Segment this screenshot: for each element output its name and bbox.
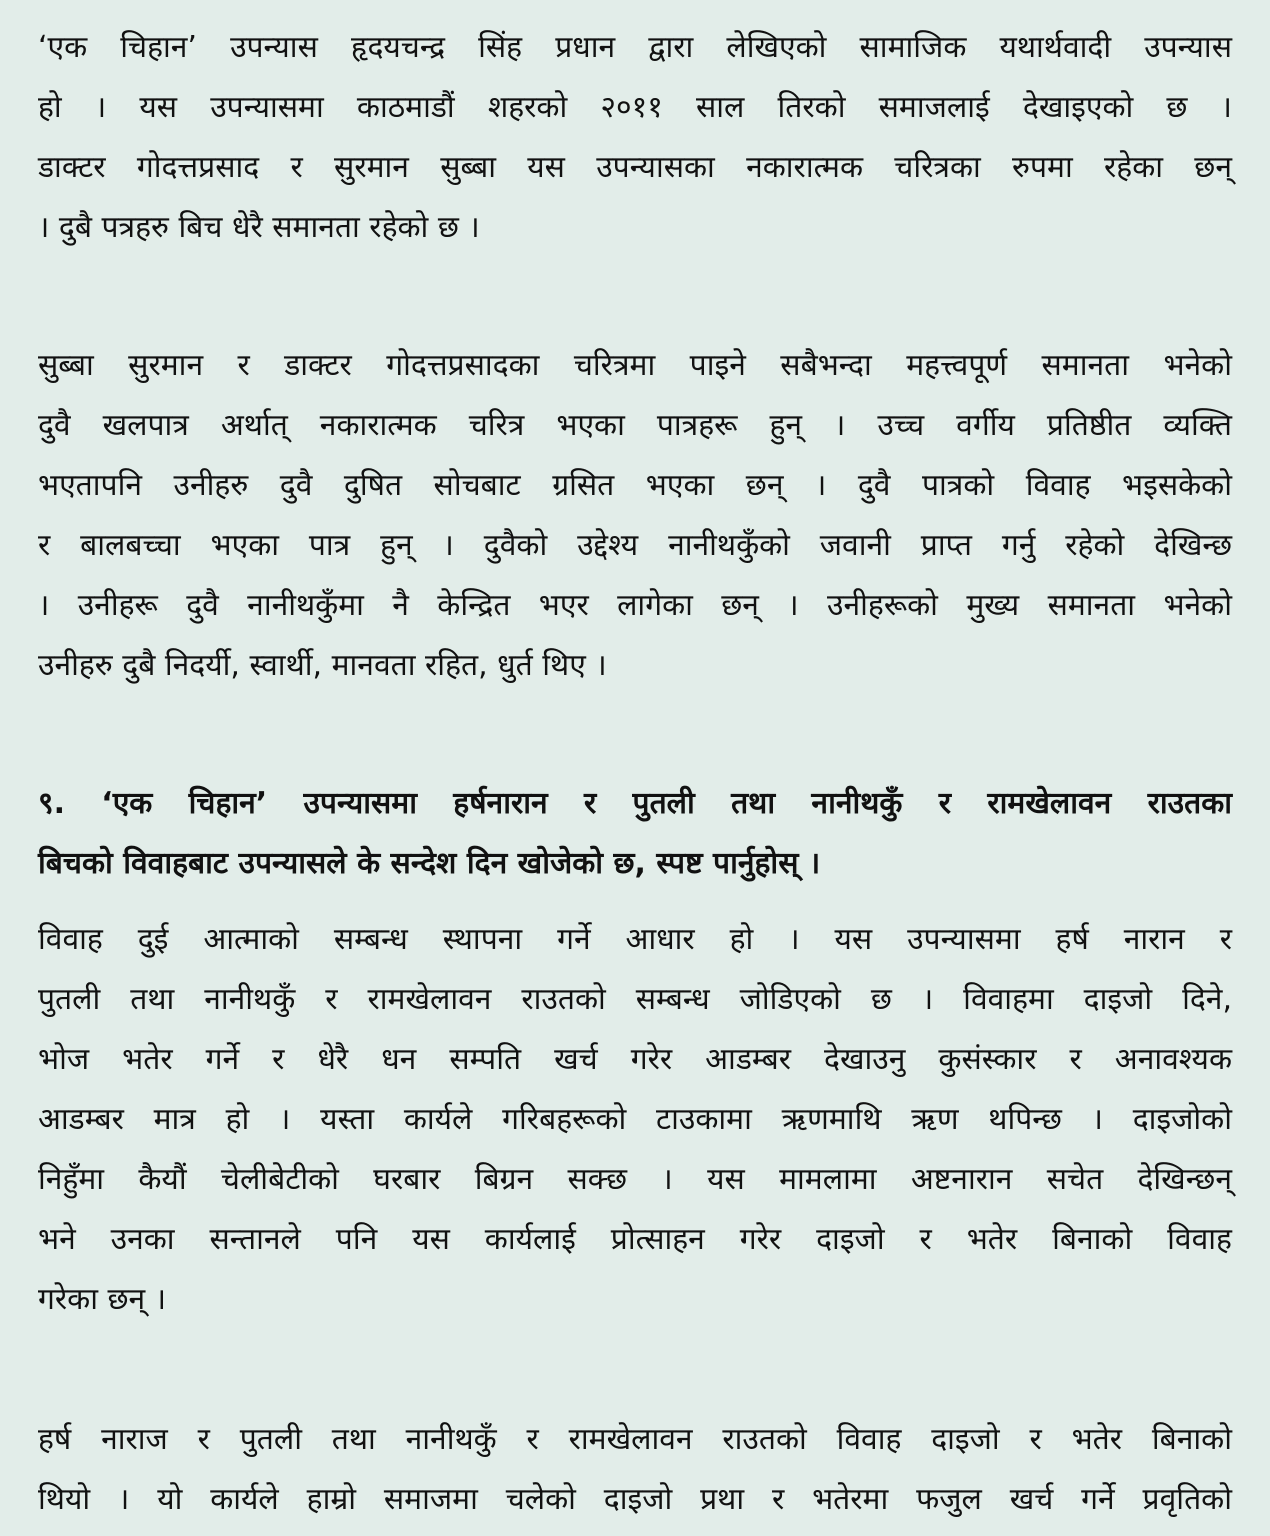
text-line: ‘एक चिहान’ उपन्यास हृदयचन्द्र सिंह प्रधान द्वारा लेखिएको सामाजिक यथार्थवादी उपन्यास [38, 30, 1232, 65]
text-line: । उनीहरू दुवै नानीथकुँमा नै केन्द्रित भएर लागेका छन् । उनीहरूको मुख्य समानता भनेको [38, 588, 1232, 623]
text-line: भने उनका सन्तानले पनि यस कार्यलाई प्रोत्साहन गरेर दाइजो र भतेर बिनाको विवाह [38, 1222, 1232, 1257]
text-line: सुब्बा सुरमान र डाक्टर गोदत्तप्रसादका चरित्रमा पाइने सबैभन्दा महत्त्वपूर्ण समानता भनेको [38, 348, 1232, 383]
text-line: आडम्बर मात्र हो । यस्ता कार्यले गरिबहरूको टाउकामा ऋणमाथि ऋण थपिन्छ । दाइजोको [38, 1102, 1232, 1137]
text-line: गरेका छन् । [38, 1282, 167, 1317]
text-line: पुतली तथा नानीथकुँ र रामखेलावन राउतको सम्बन्ध जोडिएको छ । विवाहमा दाइजो दिने, [38, 982, 1232, 1017]
text-line: दुवै खलपात्र अर्थात् नकारात्मक चरित्र भएका पात्रहरू हुन् । उच्च वर्गीय प्रतिष्ठीत व्यक्ति [38, 408, 1232, 443]
text-line: हर्ष नाराज र पुतली तथा नानीथकुँ र रामखेलावन राउतको विवाह दाइजो र भतेर बिनाको [38, 1422, 1232, 1457]
text-line: । दुबै पत्रहरु बिच धेरै समानता रहेको छ । [38, 210, 480, 245]
text-line: थियो । यो कार्यले हाम्रो समाजमा चलेको दाइजो प्रथा र भतेरमा फजुल खर्च गर्ने प्रवृतिको [38, 1482, 1232, 1517]
text-line: हो । यस उपन्यासमा काठमाडौं शहरको २०११ साल तिरको समाजलाई देखाइएको छ । [38, 90, 1232, 125]
text-line: उनीहरु दुबै निदर्यी, स्वार्थी, मानवता रहित, धुर्त थिए । [38, 648, 607, 683]
text-line: भोज भतेर गर्ने र धेरै धन सम्पति खर्च गरेर आडम्बर देखाउनु कुसंस्कार र अनावश्यक [38, 1042, 1232, 1077]
text-line: विवाह दुई आत्माको सम्बन्ध स्थापना गर्ने आधार हो । यस उपन्यासमा हर्ष नारान र [38, 922, 1232, 957]
text-line: निहुँमा कैयौं चेलीबेटीको घरबार बिग्रन सक्छ । यस मामलामा अष्टनारान सचेत देखिन्छन् [38, 1162, 1232, 1197]
text-line: र बालबच्चा भएका पात्र हुन् । दुवैको उद्देश्य नानीथकुँको जवानी प्राप्त गर्नु रहेको देखिन्छ [38, 528, 1232, 563]
heading-line: बिचको विवाहबाट उपन्यासले के सन्देश दिन खोजेको छ, स्पष्ट पार्नुहोस् । [38, 846, 821, 881]
text-line: डाक्टर गोदत्तप्रसाद र सुरमान सुब्बा यस उपन्यासका नकारात्मक चरित्रका रुपमा रहेका छन् [38, 150, 1232, 185]
heading-line: ९. ‘एक चिहान’ उपन्यासमा हर्षनारान र पुतली तथा नानीथकुँ र रामखेलावन राउतका [38, 786, 1232, 821]
text-line: भएतापनि उनीहरु दुवै दुषित सोचबाट ग्रसित भएका छन् । दुवै पात्रको विवाह भइसकेको [38, 468, 1232, 503]
